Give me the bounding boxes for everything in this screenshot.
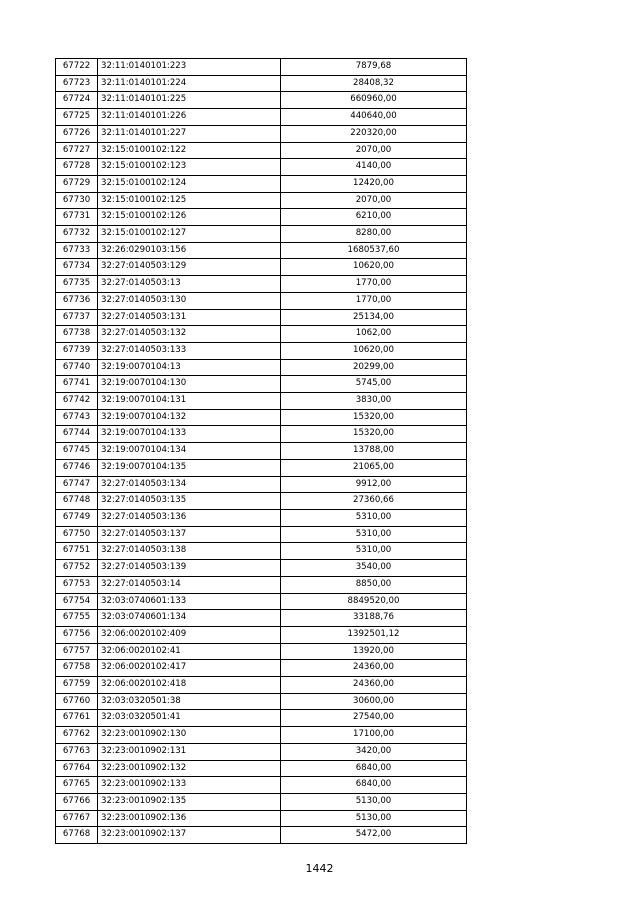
table-row xyxy=(56,175,467,192)
table-row xyxy=(56,142,467,159)
cadastral-value-cell: 440640,00 xyxy=(281,109,467,126)
cadastral-number-cell: 32:19:0070104:132 xyxy=(98,409,281,426)
row-number-cell: 67767 xyxy=(56,810,98,827)
table-row xyxy=(56,342,467,359)
row-number-cell: 67762 xyxy=(56,727,98,744)
cadastral-value-cell: 1680537,60 xyxy=(281,242,467,259)
table-row xyxy=(56,409,467,426)
table-row xyxy=(56,727,467,744)
table-row xyxy=(56,827,467,844)
row-number-cell: 67722 xyxy=(56,59,98,76)
cadastral-number-cell: 32:23:0010902:136 xyxy=(98,810,281,827)
cadastral-value-cell: 4140,00 xyxy=(281,159,467,176)
row-number-cell: 67745 xyxy=(56,443,98,460)
cadastral-number-cell: 32:23:0010902:131 xyxy=(98,743,281,760)
cadastral-number-cell: 32:27:0140503:138 xyxy=(98,543,281,560)
cadastral-value-cell: 27540,00 xyxy=(281,710,467,727)
table-row xyxy=(56,677,467,694)
row-number-cell: 67746 xyxy=(56,459,98,476)
cadastral-number-cell: 32:23:0010902:135 xyxy=(98,793,281,810)
cadastral-number-cell: 32:19:0070104:13 xyxy=(98,359,281,376)
table-row xyxy=(56,710,467,727)
cadastral-value-cell: 5310,00 xyxy=(281,509,467,526)
row-number-cell: 67743 xyxy=(56,409,98,426)
row-number-cell: 67744 xyxy=(56,426,98,443)
cadastral-number-cell: 32:27:0140503:133 xyxy=(98,342,281,359)
cadastral-number-cell: 32:23:0010902:137 xyxy=(98,827,281,844)
cadastral-value-cell: 220320,00 xyxy=(281,125,467,142)
table-row xyxy=(56,793,467,810)
cadastral-value-cell: 5472,00 xyxy=(281,827,467,844)
row-number-cell: 67738 xyxy=(56,326,98,343)
cadastral-value-cell: 24360,00 xyxy=(281,677,467,694)
table-row xyxy=(56,509,467,526)
cadastral-value-cell: 3420,00 xyxy=(281,743,467,760)
cadastral-number-cell: 32:27:0140503:13 xyxy=(98,276,281,293)
row-number-cell: 67749 xyxy=(56,509,98,526)
row-number-cell: 67768 xyxy=(56,827,98,844)
row-number-cell: 67725 xyxy=(56,109,98,126)
row-number-cell: 67723 xyxy=(56,75,98,92)
cadastral-value-cell: 20299,00 xyxy=(281,359,467,376)
cadastral-value-cell: 21065,00 xyxy=(281,459,467,476)
cadastral-value-cell: 6840,00 xyxy=(281,760,467,777)
cadastral-number-cell: 32:06:0020102:418 xyxy=(98,677,281,694)
row-number-cell: 67758 xyxy=(56,660,98,677)
table-row xyxy=(56,459,467,476)
row-number-cell: 67734 xyxy=(56,259,98,276)
row-number-cell: 67754 xyxy=(56,593,98,610)
cadastral-value-cell: 5310,00 xyxy=(281,543,467,560)
cadastral-value-cell: 7879,68 xyxy=(281,59,467,76)
table-row xyxy=(56,393,467,410)
row-number-cell: 67726 xyxy=(56,125,98,142)
row-number-cell: 67735 xyxy=(56,276,98,293)
table-row xyxy=(56,760,467,777)
table-row xyxy=(56,626,467,643)
row-number-cell: 67747 xyxy=(56,476,98,493)
row-number-cell: 67730 xyxy=(56,192,98,209)
row-number-cell: 67764 xyxy=(56,760,98,777)
cadastral-number-cell: 32:27:0140503:131 xyxy=(98,309,281,326)
row-number-cell: 67741 xyxy=(56,376,98,393)
cadastral-value-cell: 17100,00 xyxy=(281,727,467,744)
cadastral-value-cell: 12420,00 xyxy=(281,175,467,192)
cadastral-value-cell: 2070,00 xyxy=(281,192,467,209)
cadastral-value-cell: 1392501,12 xyxy=(281,626,467,643)
cadastral-value-cell: 25134,00 xyxy=(281,309,467,326)
row-number-cell: 67729 xyxy=(56,175,98,192)
row-number-cell: 67759 xyxy=(56,677,98,694)
row-number-cell: 67728 xyxy=(56,159,98,176)
cadastral-value-cell: 27360,66 xyxy=(281,493,467,510)
cadastral-number-cell: 32:06:0020102:409 xyxy=(98,626,281,643)
row-number-cell: 67763 xyxy=(56,743,98,760)
table-row xyxy=(56,576,467,593)
cadastral-value-cell: 8850,00 xyxy=(281,576,467,593)
cadastral-number-cell: 32:11:0140101:223 xyxy=(98,59,281,76)
cadastral-number-cell: 32:11:0140101:226 xyxy=(98,109,281,126)
cadastral-value-cell: 3830,00 xyxy=(281,393,467,410)
table-row xyxy=(56,359,467,376)
cadastral-number-cell: 32:27:0140503:130 xyxy=(98,292,281,309)
cadastral-number-cell: 32:19:0070104:131 xyxy=(98,393,281,410)
row-number-cell: 67750 xyxy=(56,526,98,543)
table-row xyxy=(56,226,467,243)
cadastral-value-cell: 1770,00 xyxy=(281,292,467,309)
cadastral-number-cell: 32:03:0320501:38 xyxy=(98,693,281,710)
row-number-cell: 67766 xyxy=(56,793,98,810)
table-row xyxy=(56,292,467,309)
cadastral-number-cell: 32:27:0140503:139 xyxy=(98,560,281,577)
cadastral-value-cell: 6210,00 xyxy=(281,209,467,226)
cadastral-value-cell: 15320,00 xyxy=(281,426,467,443)
table-row xyxy=(56,192,467,209)
table-row xyxy=(56,476,467,493)
table-row xyxy=(56,242,467,259)
table-row xyxy=(56,376,467,393)
cadastral-value-cell: 13788,00 xyxy=(281,443,467,460)
row-number-cell: 67760 xyxy=(56,693,98,710)
table-row xyxy=(56,693,467,710)
table-row xyxy=(56,75,467,92)
cadastral-value-cell: 15320,00 xyxy=(281,409,467,426)
cadastral-value-table xyxy=(55,58,467,844)
cadastral-value-cell: 1062,00 xyxy=(281,326,467,343)
table-row xyxy=(56,59,467,76)
cadastral-value-cell: 10620,00 xyxy=(281,342,467,359)
table-row xyxy=(56,610,467,627)
row-number-cell: 67736 xyxy=(56,292,98,309)
cadastral-value-cell: 30600,00 xyxy=(281,693,467,710)
table-row xyxy=(56,426,467,443)
table-row xyxy=(56,526,467,543)
row-number-cell: 67739 xyxy=(56,342,98,359)
table-row xyxy=(56,326,467,343)
table-row xyxy=(56,593,467,610)
row-number-cell: 67752 xyxy=(56,560,98,577)
table-row xyxy=(56,743,467,760)
table-row xyxy=(56,660,467,677)
cadastral-value-cell: 2070,00 xyxy=(281,142,467,159)
table-row xyxy=(56,309,467,326)
cadastral-number-cell: 32:27:0140503:14 xyxy=(98,576,281,593)
table-row xyxy=(56,777,467,794)
table-row xyxy=(56,810,467,827)
cadastral-number-cell: 32:27:0140503:136 xyxy=(98,509,281,526)
table-row xyxy=(56,543,467,560)
cadastral-number-cell: 32:27:0140503:135 xyxy=(98,493,281,510)
table-row xyxy=(56,259,467,276)
row-number-cell: 67727 xyxy=(56,142,98,159)
cadastral-number-cell: 32:19:0070104:134 xyxy=(98,443,281,460)
table-row xyxy=(56,493,467,510)
cadastral-number-cell: 32:27:0140503:129 xyxy=(98,259,281,276)
cadastral-value-cell: 24360,00 xyxy=(281,660,467,677)
cadastral-value-cell: 28408,32 xyxy=(281,75,467,92)
cadastral-value-cell: 8849520,00 xyxy=(281,593,467,610)
row-number-cell: 67751 xyxy=(56,543,98,560)
cadastral-number-cell: 32:19:0070104:130 xyxy=(98,376,281,393)
row-number-cell: 67765 xyxy=(56,777,98,794)
row-number-cell: 67733 xyxy=(56,242,98,259)
cadastral-number-cell: 32:03:0320501:41 xyxy=(98,710,281,727)
cadastral-number-cell: 32:27:0140503:137 xyxy=(98,526,281,543)
cadastral-number-cell: 32:11:0140101:224 xyxy=(98,75,281,92)
cadastral-value-cell: 13920,00 xyxy=(281,643,467,660)
row-number-cell: 67724 xyxy=(56,92,98,109)
cadastral-number-cell: 32:11:0140101:225 xyxy=(98,92,281,109)
cadastral-number-cell: 32:26:0290103:156 xyxy=(98,242,281,259)
cadastral-value-cell: 5130,00 xyxy=(281,810,467,827)
row-number-cell: 67761 xyxy=(56,710,98,727)
cadastral-number-cell: 32:19:0070104:133 xyxy=(98,426,281,443)
cadastral-value-cell: 10620,00 xyxy=(281,259,467,276)
cadastral-number-cell: 32:19:0070104:135 xyxy=(98,459,281,476)
row-number-cell: 67756 xyxy=(56,626,98,643)
row-number-cell: 67742 xyxy=(56,393,98,410)
cadastral-value-cell: 660960,00 xyxy=(281,92,467,109)
cadastral-number-cell: 32:15:0100102:127 xyxy=(98,226,281,243)
cadastral-value-cell: 3540,00 xyxy=(281,560,467,577)
cadastral-value-cell: 9912,00 xyxy=(281,476,467,493)
cadastral-value-cell: 33188,76 xyxy=(281,610,467,627)
row-number-cell: 67748 xyxy=(56,493,98,510)
cadastral-number-cell: 32:06:0020102:417 xyxy=(98,660,281,677)
cadastral-number-cell: 32:15:0100102:123 xyxy=(98,159,281,176)
table-row xyxy=(56,443,467,460)
row-number-cell: 67737 xyxy=(56,309,98,326)
cadastral-number-cell: 32:23:0010902:133 xyxy=(98,777,281,794)
cadastral-number-cell: 32:15:0100102:125 xyxy=(98,192,281,209)
table-row xyxy=(56,109,467,126)
cadastral-value-cell: 5745,00 xyxy=(281,376,467,393)
cadastral-number-cell: 32:15:0100102:124 xyxy=(98,175,281,192)
cadastral-value-cell: 6840,00 xyxy=(281,777,467,794)
cadastral-number-cell: 32:27:0140503:132 xyxy=(98,326,281,343)
row-number-cell: 67757 xyxy=(56,643,98,660)
table-row xyxy=(56,276,467,293)
row-number-cell: 67740 xyxy=(56,359,98,376)
table-body xyxy=(56,59,467,844)
cadastral-number-cell: 32:06:0020102:41 xyxy=(98,643,281,660)
row-number-cell: 67753 xyxy=(56,576,98,593)
cadastral-value-cell: 5130,00 xyxy=(281,793,467,810)
row-number-cell: 67732 xyxy=(56,226,98,243)
table-row xyxy=(56,92,467,109)
cadastral-number-cell: 32:23:0010902:130 xyxy=(98,727,281,744)
table-row xyxy=(56,209,467,226)
row-number-cell: 67755 xyxy=(56,610,98,627)
cadastral-number-cell: 32:11:0140101:227 xyxy=(98,125,281,142)
cadastral-value-cell: 8280,00 xyxy=(281,226,467,243)
cadastral-number-cell: 32:15:0100102:122 xyxy=(98,142,281,159)
cadastral-number-cell: 32:23:0010902:132 xyxy=(98,760,281,777)
table-row xyxy=(56,643,467,660)
cadastral-number-cell: 32:27:0140503:134 xyxy=(98,476,281,493)
row-number-cell: 67731 xyxy=(56,209,98,226)
cadastral-value-cell: 1770,00 xyxy=(281,276,467,293)
cadastral-number-cell: 32:15:0100102:126 xyxy=(98,209,281,226)
table-row xyxy=(56,125,467,142)
page-number: 1442 xyxy=(305,862,334,875)
table-row xyxy=(56,159,467,176)
table-row xyxy=(56,560,467,577)
cadastral-value-cell: 5310,00 xyxy=(281,526,467,543)
cadastral-number-cell: 32:03:0740601:134 xyxy=(98,610,281,627)
cadastral-number-cell: 32:03:0740601:133 xyxy=(98,593,281,610)
